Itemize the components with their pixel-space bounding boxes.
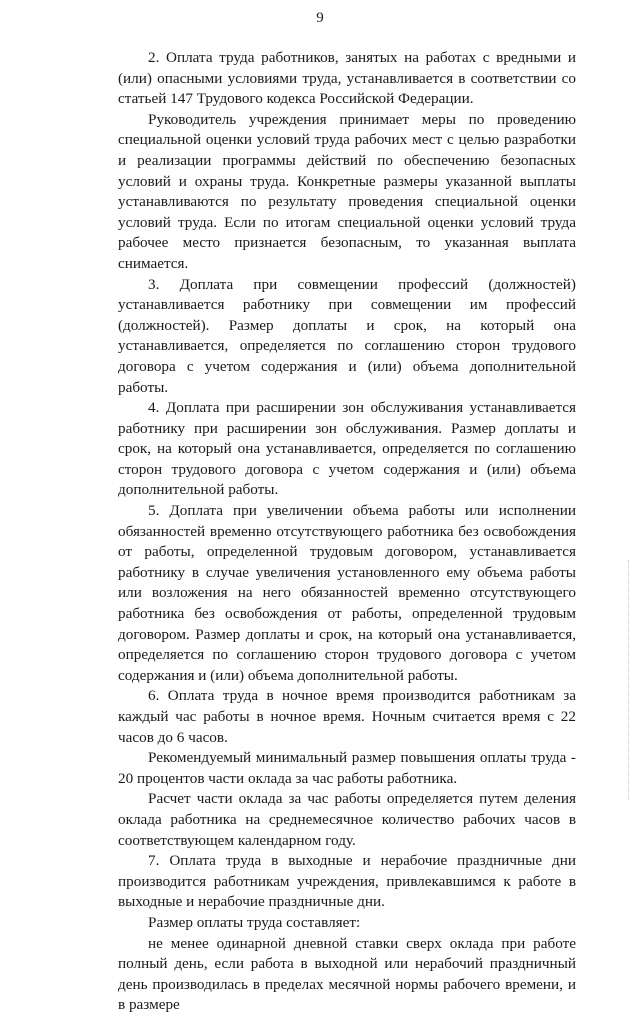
- paragraph-single-day-rate: не менее одинарной дневной ставки сверх оклада при работе полный день, если работа в выходной или нерабочий праздничный день производилась в пределах месячной нормы рабочего времени, и в размере: [118, 934, 576, 1014]
- paragraph-pay-amount-intro: Размер оплаты труда составляет:: [148, 913, 361, 931]
- paragraph-increased-workload-pay: 5. Доплата при увеличении объема работы или исполнении обязанностей временно отсутствующего работника без освобождения от работы, определенной трудовым договором, устанавливается работнику в случае увеличения установленного ему объема работы или возложения на него обязанностей временно отсутствующего работника без освобождения от работы, определенной трудовым договором. Размер доплаты и срок, на который она устанавливается, определяется по соглашению сторон трудового договора с учетом содержания и (или) объема дополнительной работы.: [118, 502, 576, 684]
- paragraph-hourly-rate-calculation: Расчет части оклада за час работы определяется путем деления оклада работника на среднемесячное количество рабочих часов в соответствующем календарном году.: [118, 790, 576, 849]
- paragraph-hazardous-conditions-pay: 2. Оплата труда работников, занятых на работах с вредными и (или) опасными условиями труда, устанавливается в соответствии со статьей 147 Трудового кодекса Российской Федерации.: [118, 49, 576, 108]
- paragraph-special-assessment: Руководитель учреждения принимает меры по проведению специальной оценки условий труда рабочих мест с целью разработки и реализации программы действий по обеспечению безопасных условий и охраны труда. Конкретные размеры указанной выплаты устанавливаются по результату проведения специальной оценки условий труда. Если по итогам специальной оценки условий труда рабочее место признается безопасным, то указанная выплата снимается.: [118, 110, 576, 272]
- paragraph-night-work-pay: 6. Оплата труда в ночное время производится работникам за каждый час работы в ночное время. Ночным считается время с 22 часов до 6 часов.: [118, 687, 576, 746]
- paragraph-service-zone-extension-pay: 4. Доплата при расширении зон обслуживания устанавливается работнику при расширении зон обслуживания. Размер доплаты и срок, на который она устанавливается, определяется по соглашению сторон трудового договора с учетом содержания и (или) объема дополнительной работы.: [118, 399, 576, 499]
- paragraph-combined-professions-pay: 3. Доплата при совмещении профессий (должностей) устанавливается работнику при совмещении им профессий (должностей). Размер доплаты и срок, на который она устанавливается, определяется по соглашению сторон трудового договора с учетом содержания и (или) объема дополнительной работы.: [118, 275, 576, 396]
- document-body: [118, 48, 576, 1016]
- scan-margin-artifact: [628, 560, 630, 800]
- page-number: 9: [316, 10, 324, 26]
- paragraph-holiday-work-pay: 7. Оплата труда в выходные и нерабочие праздничные дни производится работникам учреждения, привлекавшимся к работе в выходные и нерабочие праздничные дни.: [118, 852, 576, 911]
- paragraph-night-pay-minimum: Рекомендуемый минимальный размер повышения оплаты труда - 20 процентов части оклада за час работы работника.: [118, 749, 576, 787]
